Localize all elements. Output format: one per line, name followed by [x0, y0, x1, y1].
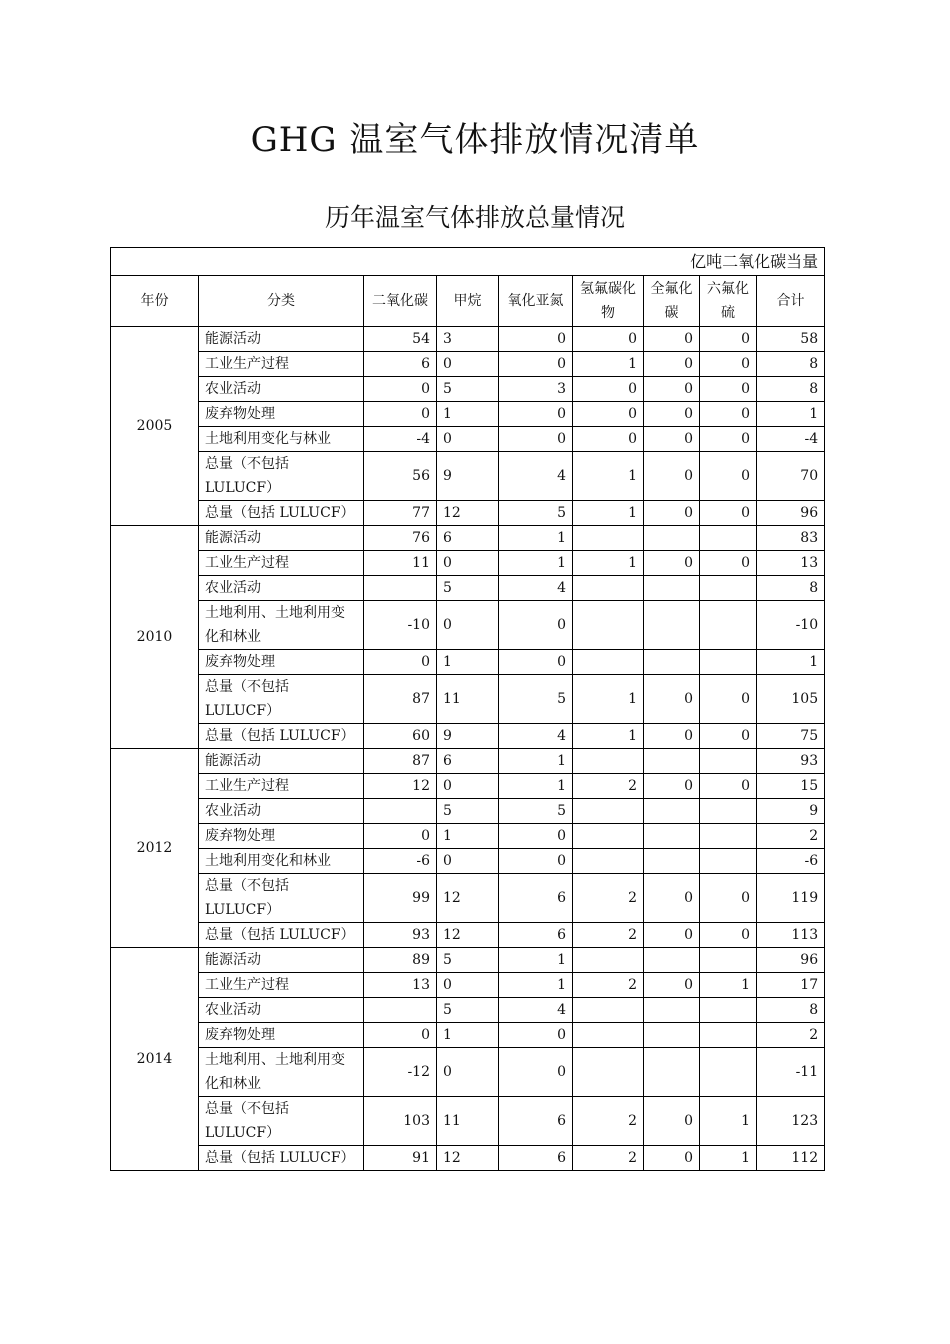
cell-total: 105	[757, 675, 825, 724]
cell-sf6: 0	[700, 327, 757, 352]
cell-pfc: 0	[644, 427, 700, 452]
cell-pfc	[644, 1048, 700, 1097]
cell-hfc	[573, 650, 644, 675]
cell-sf6	[700, 849, 757, 874]
cell-pfc: 0	[644, 675, 700, 724]
cell-hfc	[573, 749, 644, 774]
cell-co2: 56	[364, 452, 437, 501]
cell-total: 15	[757, 774, 825, 799]
cell-total: 17	[757, 973, 825, 998]
cell-ch4: 11	[437, 1097, 499, 1146]
cell-ch4: 0	[437, 774, 499, 799]
cell-ch4: 5	[437, 948, 499, 973]
cell-sf6	[700, 1023, 757, 1048]
table-row	[111, 576, 825, 601]
cell-hfc	[573, 601, 644, 650]
table-row	[111, 799, 825, 824]
cell-co2: 0	[364, 377, 437, 402]
cell-sf6: 0	[700, 352, 757, 377]
cell-total: 8	[757, 377, 825, 402]
cell-n2o: 0	[499, 327, 573, 352]
cell-co2: 93	[364, 923, 437, 948]
cell-n2o: 1	[499, 973, 573, 998]
cell-pfc: 0	[644, 377, 700, 402]
cell-co2: 87	[364, 675, 437, 724]
cell-ch4: 6	[437, 526, 499, 551]
cell-n2o: 1	[499, 749, 573, 774]
cell-hfc: 0	[573, 402, 644, 427]
header-co2: 二氧化碳	[364, 276, 437, 327]
cell-co2: 0	[364, 1023, 437, 1048]
cell-n2o: 0	[499, 849, 573, 874]
cell-n2o: 0	[499, 402, 573, 427]
category-cell: 农业活动	[199, 576, 364, 601]
table-row	[111, 998, 825, 1023]
cell-ch4: 1	[437, 824, 499, 849]
cell-ch4: 9	[437, 452, 499, 501]
cell-ch4: 11	[437, 675, 499, 724]
category-cell: 能源活动	[199, 948, 364, 973]
table-row	[111, 377, 825, 402]
cell-ch4: 12	[437, 923, 499, 948]
cell-hfc: 2	[573, 774, 644, 799]
cell-hfc: 2	[573, 1146, 644, 1171]
cell-pfc	[644, 576, 700, 601]
cell-sf6: 1	[700, 1097, 757, 1146]
cell-sf6: 0	[700, 501, 757, 526]
table-row	[111, 948, 825, 973]
cell-total: 96	[757, 948, 825, 973]
table-row	[111, 923, 825, 948]
cell-hfc	[573, 526, 644, 551]
cell-co2: 99	[364, 874, 437, 923]
cell-ch4: 0	[437, 849, 499, 874]
cell-n2o: 1	[499, 526, 573, 551]
cell-total: -10	[757, 601, 825, 650]
cell-total: 8	[757, 352, 825, 377]
category-cell: 工业生产过程	[199, 551, 364, 576]
cell-n2o: 5	[499, 501, 573, 526]
cell-co2: 6	[364, 352, 437, 377]
header-n2o: 氧化亚氮	[499, 276, 573, 327]
cell-total: 96	[757, 501, 825, 526]
cell-pfc: 0	[644, 973, 700, 998]
cell-hfc	[573, 1023, 644, 1048]
cell-co2: -4	[364, 427, 437, 452]
table-row	[111, 973, 825, 998]
cell-co2: 0	[364, 402, 437, 427]
cell-hfc: 2	[573, 973, 644, 998]
cell-total: 75	[757, 724, 825, 749]
table-row	[111, 1097, 825, 1146]
cell-pfc: 0	[644, 724, 700, 749]
cell-hfc	[573, 799, 644, 824]
cell-hfc	[573, 948, 644, 973]
category-cell: 土地利用变化和林业	[199, 849, 364, 874]
cell-total: 2	[757, 824, 825, 849]
cell-total: -4	[757, 427, 825, 452]
cell-total: 112	[757, 1146, 825, 1171]
table-row	[111, 650, 825, 675]
cell-sf6: 0	[700, 724, 757, 749]
cell-sf6: 0	[700, 923, 757, 948]
cell-hfc	[573, 824, 644, 849]
cell-sf6	[700, 749, 757, 774]
cell-pfc	[644, 849, 700, 874]
table-title: 历年温室气体排放总量情况	[324, 203, 625, 232]
category-cell: 总量（不包括 LULUCF）	[199, 675, 364, 724]
cell-total: 13	[757, 551, 825, 576]
category-cell: 总量（包括 LULUCF）	[199, 923, 364, 948]
cell-sf6: 0	[700, 874, 757, 923]
cell-pfc	[644, 1023, 700, 1048]
category-cell: 工业生产过程	[199, 352, 364, 377]
page-title: GHG 温室气体排放情况清单	[250, 120, 700, 160]
category-cell: 能源活动	[199, 749, 364, 774]
table-row	[111, 675, 825, 724]
cell-n2o: 6	[499, 923, 573, 948]
cell-total: 58	[757, 327, 825, 352]
cell-ch4: 0	[437, 551, 499, 576]
cell-pfc	[644, 650, 700, 675]
table-row	[111, 1048, 825, 1097]
cell-ch4: 1	[437, 1023, 499, 1048]
category-cell: 总量（包括 LULUCF）	[199, 724, 364, 749]
cell-co2: 11	[364, 551, 437, 576]
table-row	[111, 1023, 825, 1048]
table-row	[111, 724, 825, 749]
cell-sf6: 0	[700, 452, 757, 501]
table-row	[111, 551, 825, 576]
cell-n2o: 0	[499, 352, 573, 377]
category-cell: 能源活动	[199, 526, 364, 551]
cell-ch4: 0	[437, 352, 499, 377]
cell-total: 93	[757, 749, 825, 774]
year-cell: 2014	[111, 948, 199, 1171]
table-row	[111, 526, 825, 551]
table-row	[111, 749, 825, 774]
cell-co2: -10	[364, 601, 437, 650]
cell-n2o: 0	[499, 427, 573, 452]
cell-n2o: 0	[499, 650, 573, 675]
header-year: 年份	[111, 276, 199, 327]
category-cell: 工业生产过程	[199, 973, 364, 998]
cell-n2o: 6	[499, 1146, 573, 1171]
cell-total: 8	[757, 998, 825, 1023]
cell-co2: 60	[364, 724, 437, 749]
cell-ch4: 1	[437, 402, 499, 427]
cell-pfc: 0	[644, 1097, 700, 1146]
cell-n2o: 0	[499, 1048, 573, 1097]
cell-n2o: 6	[499, 874, 573, 923]
header-category: 分类	[199, 276, 364, 327]
cell-ch4: 9	[437, 724, 499, 749]
cell-sf6: 0	[700, 402, 757, 427]
cell-sf6: 0	[700, 551, 757, 576]
cell-hfc: 0	[573, 327, 644, 352]
category-cell: 废弃物处理	[199, 402, 364, 427]
year-cell: 2012	[111, 749, 199, 948]
cell-n2o: 4	[499, 452, 573, 501]
year-cell: 2010	[111, 526, 199, 749]
cell-total: 70	[757, 452, 825, 501]
cell-ch4: 5	[437, 576, 499, 601]
table-row	[111, 427, 825, 452]
cell-n2o: 5	[499, 675, 573, 724]
cell-n2o: 0	[499, 601, 573, 650]
cell-pfc	[644, 998, 700, 1023]
category-cell: 工业生产过程	[199, 774, 364, 799]
cell-sf6: 1	[700, 973, 757, 998]
cell-co2: 103	[364, 1097, 437, 1146]
cell-pfc: 0	[644, 327, 700, 352]
header-total: 合计	[757, 276, 825, 327]
cell-hfc: 2	[573, 1097, 644, 1146]
table-row	[111, 1146, 825, 1171]
cell-pfc	[644, 601, 700, 650]
cell-hfc	[573, 576, 644, 601]
cell-n2o: 6	[499, 1097, 573, 1146]
cell-ch4: 0	[437, 427, 499, 452]
cell-total: 1	[757, 402, 825, 427]
cell-co2	[364, 799, 437, 824]
category-cell: 废弃物处理	[199, 650, 364, 675]
cell-n2o: 0	[499, 1023, 573, 1048]
cell-total: 9	[757, 799, 825, 824]
cell-pfc: 0	[644, 352, 700, 377]
table-row	[111, 601, 825, 650]
cell-ch4: 3	[437, 327, 499, 352]
cell-n2o: 4	[499, 724, 573, 749]
category-cell: 农业活动	[199, 998, 364, 1023]
cell-co2: 0	[364, 824, 437, 849]
category-cell: 废弃物处理	[199, 824, 364, 849]
cell-sf6: 0	[700, 675, 757, 724]
cell-ch4: 5	[437, 998, 499, 1023]
cell-sf6	[700, 526, 757, 551]
cell-pfc	[644, 799, 700, 824]
cell-co2: -12	[364, 1048, 437, 1097]
cell-hfc: 2	[573, 874, 644, 923]
table-row	[111, 501, 825, 526]
cell-hfc: 1	[573, 501, 644, 526]
cell-co2: 77	[364, 501, 437, 526]
cell-co2: 76	[364, 526, 437, 551]
cell-hfc	[573, 998, 644, 1023]
cell-pfc: 0	[644, 452, 700, 501]
category-cell: 废弃物处理	[199, 1023, 364, 1048]
cell-n2o: 0	[499, 824, 573, 849]
category-cell: 土地利用、土地利用变化和林业	[199, 601, 364, 650]
cell-sf6	[700, 1048, 757, 1097]
cell-ch4: 6	[437, 749, 499, 774]
cell-pfc: 0	[644, 402, 700, 427]
cell-ch4: 5	[437, 799, 499, 824]
cell-ch4: 12	[437, 874, 499, 923]
cell-hfc	[573, 1048, 644, 1097]
cell-n2o: 4	[499, 576, 573, 601]
cell-sf6: 0	[700, 377, 757, 402]
table-row	[111, 352, 825, 377]
category-cell: 土地利用、土地利用变化和林业	[199, 1048, 364, 1097]
cell-hfc: 1	[573, 675, 644, 724]
cell-ch4: 0	[437, 973, 499, 998]
cell-ch4: 0	[437, 1048, 499, 1097]
cell-hfc: 1	[573, 551, 644, 576]
header-sf6: 六氟化硫	[700, 276, 757, 327]
cell-sf6: 1	[700, 1146, 757, 1171]
cell-sf6: 0	[700, 774, 757, 799]
cell-sf6	[700, 948, 757, 973]
cell-co2: 54	[364, 327, 437, 352]
table-row	[111, 849, 825, 874]
cell-n2o: 4	[499, 998, 573, 1023]
cell-n2o: 1	[499, 774, 573, 799]
cell-co2: 91	[364, 1146, 437, 1171]
category-cell: 总量（包括 LULUCF）	[199, 1146, 364, 1171]
cell-co2	[364, 576, 437, 601]
cell-total: -11	[757, 1048, 825, 1097]
table-row	[111, 402, 825, 427]
cell-total: -6	[757, 849, 825, 874]
cell-sf6	[700, 998, 757, 1023]
category-cell: 总量（包括 LULUCF）	[199, 501, 364, 526]
cell-pfc: 0	[644, 1146, 700, 1171]
cell-hfc: 1	[573, 352, 644, 377]
cell-ch4: 0	[437, 601, 499, 650]
unit-label: 亿吨二氧化碳当量	[111, 248, 825, 276]
cell-pfc	[644, 824, 700, 849]
cell-sf6	[700, 824, 757, 849]
header-hfc: 氢氟碳化物	[573, 276, 644, 327]
category-cell: 能源活动	[199, 327, 364, 352]
cell-co2: 12	[364, 774, 437, 799]
cell-sf6: 0	[700, 427, 757, 452]
category-cell: 农业活动	[199, 799, 364, 824]
cell-pfc: 0	[644, 923, 700, 948]
cell-hfc: 2	[573, 923, 644, 948]
table-row	[111, 874, 825, 923]
cell-sf6	[700, 601, 757, 650]
category-cell: 土地利用变化与林业	[199, 427, 364, 452]
cell-pfc: 0	[644, 874, 700, 923]
cell-hfc: 0	[573, 377, 644, 402]
table-row	[111, 774, 825, 799]
cell-n2o: 1	[499, 551, 573, 576]
cell-co2: 13	[364, 973, 437, 998]
cell-co2: 89	[364, 948, 437, 973]
cell-hfc: 1	[573, 724, 644, 749]
cell-sf6	[700, 650, 757, 675]
cell-total: 123	[757, 1097, 825, 1146]
cell-co2: -6	[364, 849, 437, 874]
cell-sf6	[700, 576, 757, 601]
category-cell: 总量（不包括 LULUCF）	[199, 874, 364, 923]
table-row	[111, 824, 825, 849]
category-cell: 总量（不包括 LULUCF）	[199, 1097, 364, 1146]
cell-total: 8	[757, 576, 825, 601]
category-cell: 总量（不包括 LULUCF）	[199, 452, 364, 501]
header-ch4: 甲烷	[437, 276, 499, 327]
cell-hfc: 0	[573, 427, 644, 452]
cell-ch4: 5	[437, 377, 499, 402]
cell-pfc: 0	[644, 551, 700, 576]
cell-ch4: 1	[437, 650, 499, 675]
cell-co2: 87	[364, 749, 437, 774]
cell-ch4: 12	[437, 501, 499, 526]
cell-pfc	[644, 526, 700, 551]
cell-n2o: 1	[499, 948, 573, 973]
cell-total: 83	[757, 526, 825, 551]
cell-n2o: 3	[499, 377, 573, 402]
emissions-table	[110, 247, 825, 1171]
cell-co2: 0	[364, 650, 437, 675]
cell-pfc	[644, 948, 700, 973]
cell-hfc	[573, 849, 644, 874]
cell-pfc: 0	[644, 774, 700, 799]
cell-total: 119	[757, 874, 825, 923]
cell-ch4: 12	[437, 1146, 499, 1171]
cell-sf6	[700, 799, 757, 824]
cell-total: 2	[757, 1023, 825, 1048]
year-cell: 2005	[111, 327, 199, 526]
table-body	[111, 327, 825, 1171]
category-cell: 农业活动	[199, 377, 364, 402]
cell-total: 1	[757, 650, 825, 675]
cell-pfc: 0	[644, 501, 700, 526]
cell-n2o: 5	[499, 799, 573, 824]
cell-pfc	[644, 749, 700, 774]
table-row	[111, 327, 825, 352]
cell-total: 113	[757, 923, 825, 948]
header-pfc: 全氟化碳	[644, 276, 700, 327]
table-row	[111, 452, 825, 501]
cell-hfc: 1	[573, 452, 644, 501]
cell-co2	[364, 998, 437, 1023]
